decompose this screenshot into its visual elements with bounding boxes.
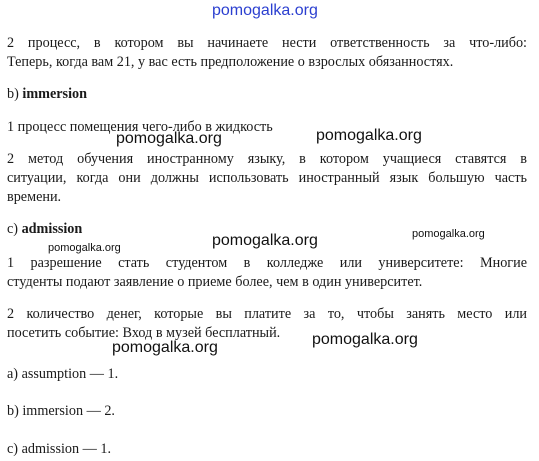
answer-line-2: b) immersion — 2. [7, 403, 115, 419]
answer-line-1: a) assumption — 1. [7, 366, 119, 382]
term-word: admission [21, 221, 83, 237]
immersion-def2-line-2: ситуации, когда они должны использовать иностранный язык большую часть [7, 170, 527, 186]
immersion-def2-line-3: времени. [7, 189, 62, 205]
watermark-top: pomogalka.org [212, 2, 318, 19]
watermark-4: pomogalka.org [48, 242, 121, 254]
watermark-7: pomogalka.org [312, 331, 418, 348]
admission-def1-line-1: 1 разрешение стать студентом в колледже или университете: Многие [7, 255, 527, 271]
term-word: immersion [22, 86, 87, 102]
assumption-def2-line-1: 2 процесс, в котором вы начинаете нести ответственность за что-либо: [7, 35, 527, 51]
term-letter: c) [7, 221, 19, 237]
answer-line-3: c) admission — 1. [7, 441, 112, 457]
immersion-def2-line-1: 2 метод обучения иностранному языку, в котором учащиеся ставятся в [7, 151, 527, 167]
assumption-def2-line-2: Теперь, когда вам 21, у вас есть предположение о взрослых обязанностях. [7, 54, 454, 70]
watermark-2: pomogalka.org [316, 127, 422, 144]
watermark-6: pomogalka.org [112, 339, 218, 356]
admission-def1-line-2: студенты подают заявление о приеме более, чем в один университет. [7, 274, 423, 290]
term-letter: b) [7, 86, 19, 102]
term-heading-immersion [7, 85, 527, 104]
watermark-5: pomogalka.org [412, 228, 485, 240]
watermark-1: pomogalka.org [116, 130, 222, 147]
watermark-3: pomogalka.org [212, 232, 318, 249]
immersion-def1-line-1: 1 процесс помещения чего-либо в жидкость [7, 119, 273, 135]
admission-def2-line-1: 2 количество денег, которые вы платите за то, чтобы занять место или [7, 306, 527, 322]
admission-def2-line-2: посетить событие: Вход в музей бесплатный. [7, 325, 281, 341]
